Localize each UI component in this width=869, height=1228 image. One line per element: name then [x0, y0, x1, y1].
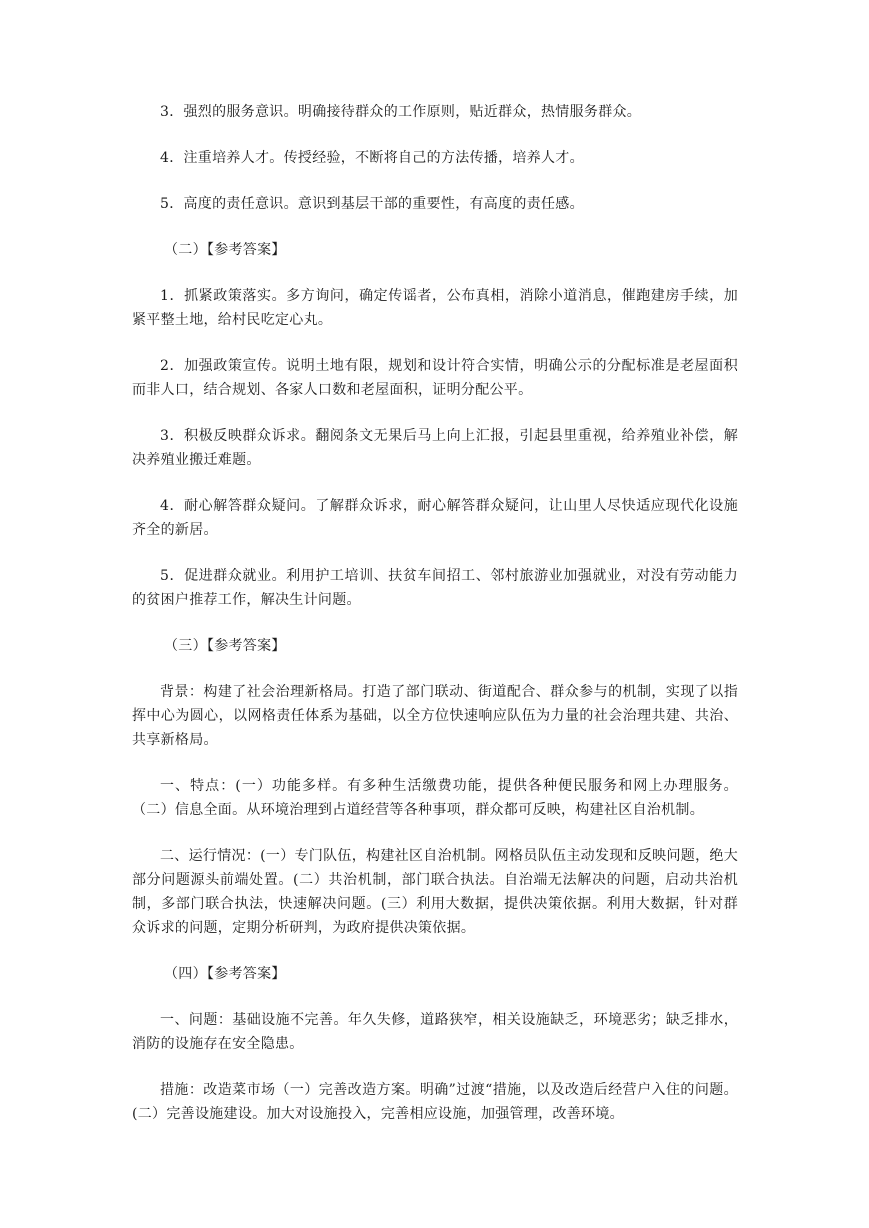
paragraph-policy-implementation: 1．抓紧政策落实。多方询问，确定传谣者，公布真相，消除小道消息，催跑建房手续，加紧平整土地，给村民吃定心丸。	[132, 288, 738, 328]
paragraph-policy-publicity: 2．加强政策宣传。说明土地有限，规划和设计符合实情，明确公示的分配标准是老屋面积而非人口，结合规划、各家人口数和老屋面积，证明分配公平。	[132, 358, 738, 398]
paragraph-background: 背景：构建了社会治理新格局。打造了部门联动、街道配合、群众参与的机制，实现了以指挥中心为圆心，以网格责任体系为基础，以全方位快速响应队伍为力量的社会治理共建、共治、共享新格局。	[132, 684, 738, 748]
paragraph-cultivate-talent: 4．注重培养人才。传授经验，不断将自己的方法传播，培养人才。	[160, 150, 584, 166]
section-heading-3: （三）【参考答案】	[164, 638, 286, 654]
paragraph-answer-questions: 4．耐心解答群众疑问。了解群众诉求，耐心解答群众疑问，让山里人尽快适应现代化设施齐全的新居。	[132, 498, 738, 538]
section-heading-2: （二）【参考答案】	[164, 242, 286, 258]
paragraph-features: 一、特点：(一）功能多样。有多种生活缴费功能，提供各种便民服务和网上办理服务。（二）信息全面。从环境治理到占道经营等各种事项，群众都可反映，构建社区自治机制。	[132, 778, 738, 818]
paragraph-employment: 5．促进群众就业。利用护工培训、扶贫车间招工、邻村旅游业加强就业，对没有劳动能力的贫困户推荐工作，解决生计问题。	[132, 568, 738, 608]
paragraph-reflect-demands: 3．积极反映群众诉求。翻阅条文无果后马上向上汇报，引起县里重视，给养殖业补偿，解决养殖业搬迁难题。	[132, 428, 738, 468]
section-heading-4: （四）【参考答案】	[164, 966, 286, 982]
document-body	[132, 100, 738, 1148]
paragraph-service-awareness: 3．强烈的服务意识。明确接待群众的工作原则，贴近群众，热情服务群众。	[160, 104, 642, 120]
paragraph-responsibility: 5．高度的责任意识。意识到基层干部的重要性，有高度的责任感。	[160, 196, 584, 212]
paragraph-operation: 二、运行情况：(一）专门队伍，构建社区自治机制。网格员队伍主动发现和反映问题，绝大部分问题源头前端处置。(二）共治机制，部门联合执法。自治端无法解决的问题，启动共治机制，多部门联合执法，快速解决问题。(三）利用大数据，提供决策依据。利用大数据，针对群众诉求的问题，定期分析研判，为政府提供决策依据。	[132, 848, 738, 936]
paragraph-measures: 措施：改造菜市场（一）完善改造方案。明确”过渡“措施，以及改造后经营户入住的问题。(二）完善设施建设。加大对设施投入，完善相应设施，加强管理，改善环境。	[132, 1082, 738, 1122]
paragraph-problems: 一、问题：基础设施不完善。年久失修，道路狭窄，相关设施缺乏，环境恶劣；缺乏排水，消防的设施存在安全隐患。	[132, 1012, 738, 1052]
